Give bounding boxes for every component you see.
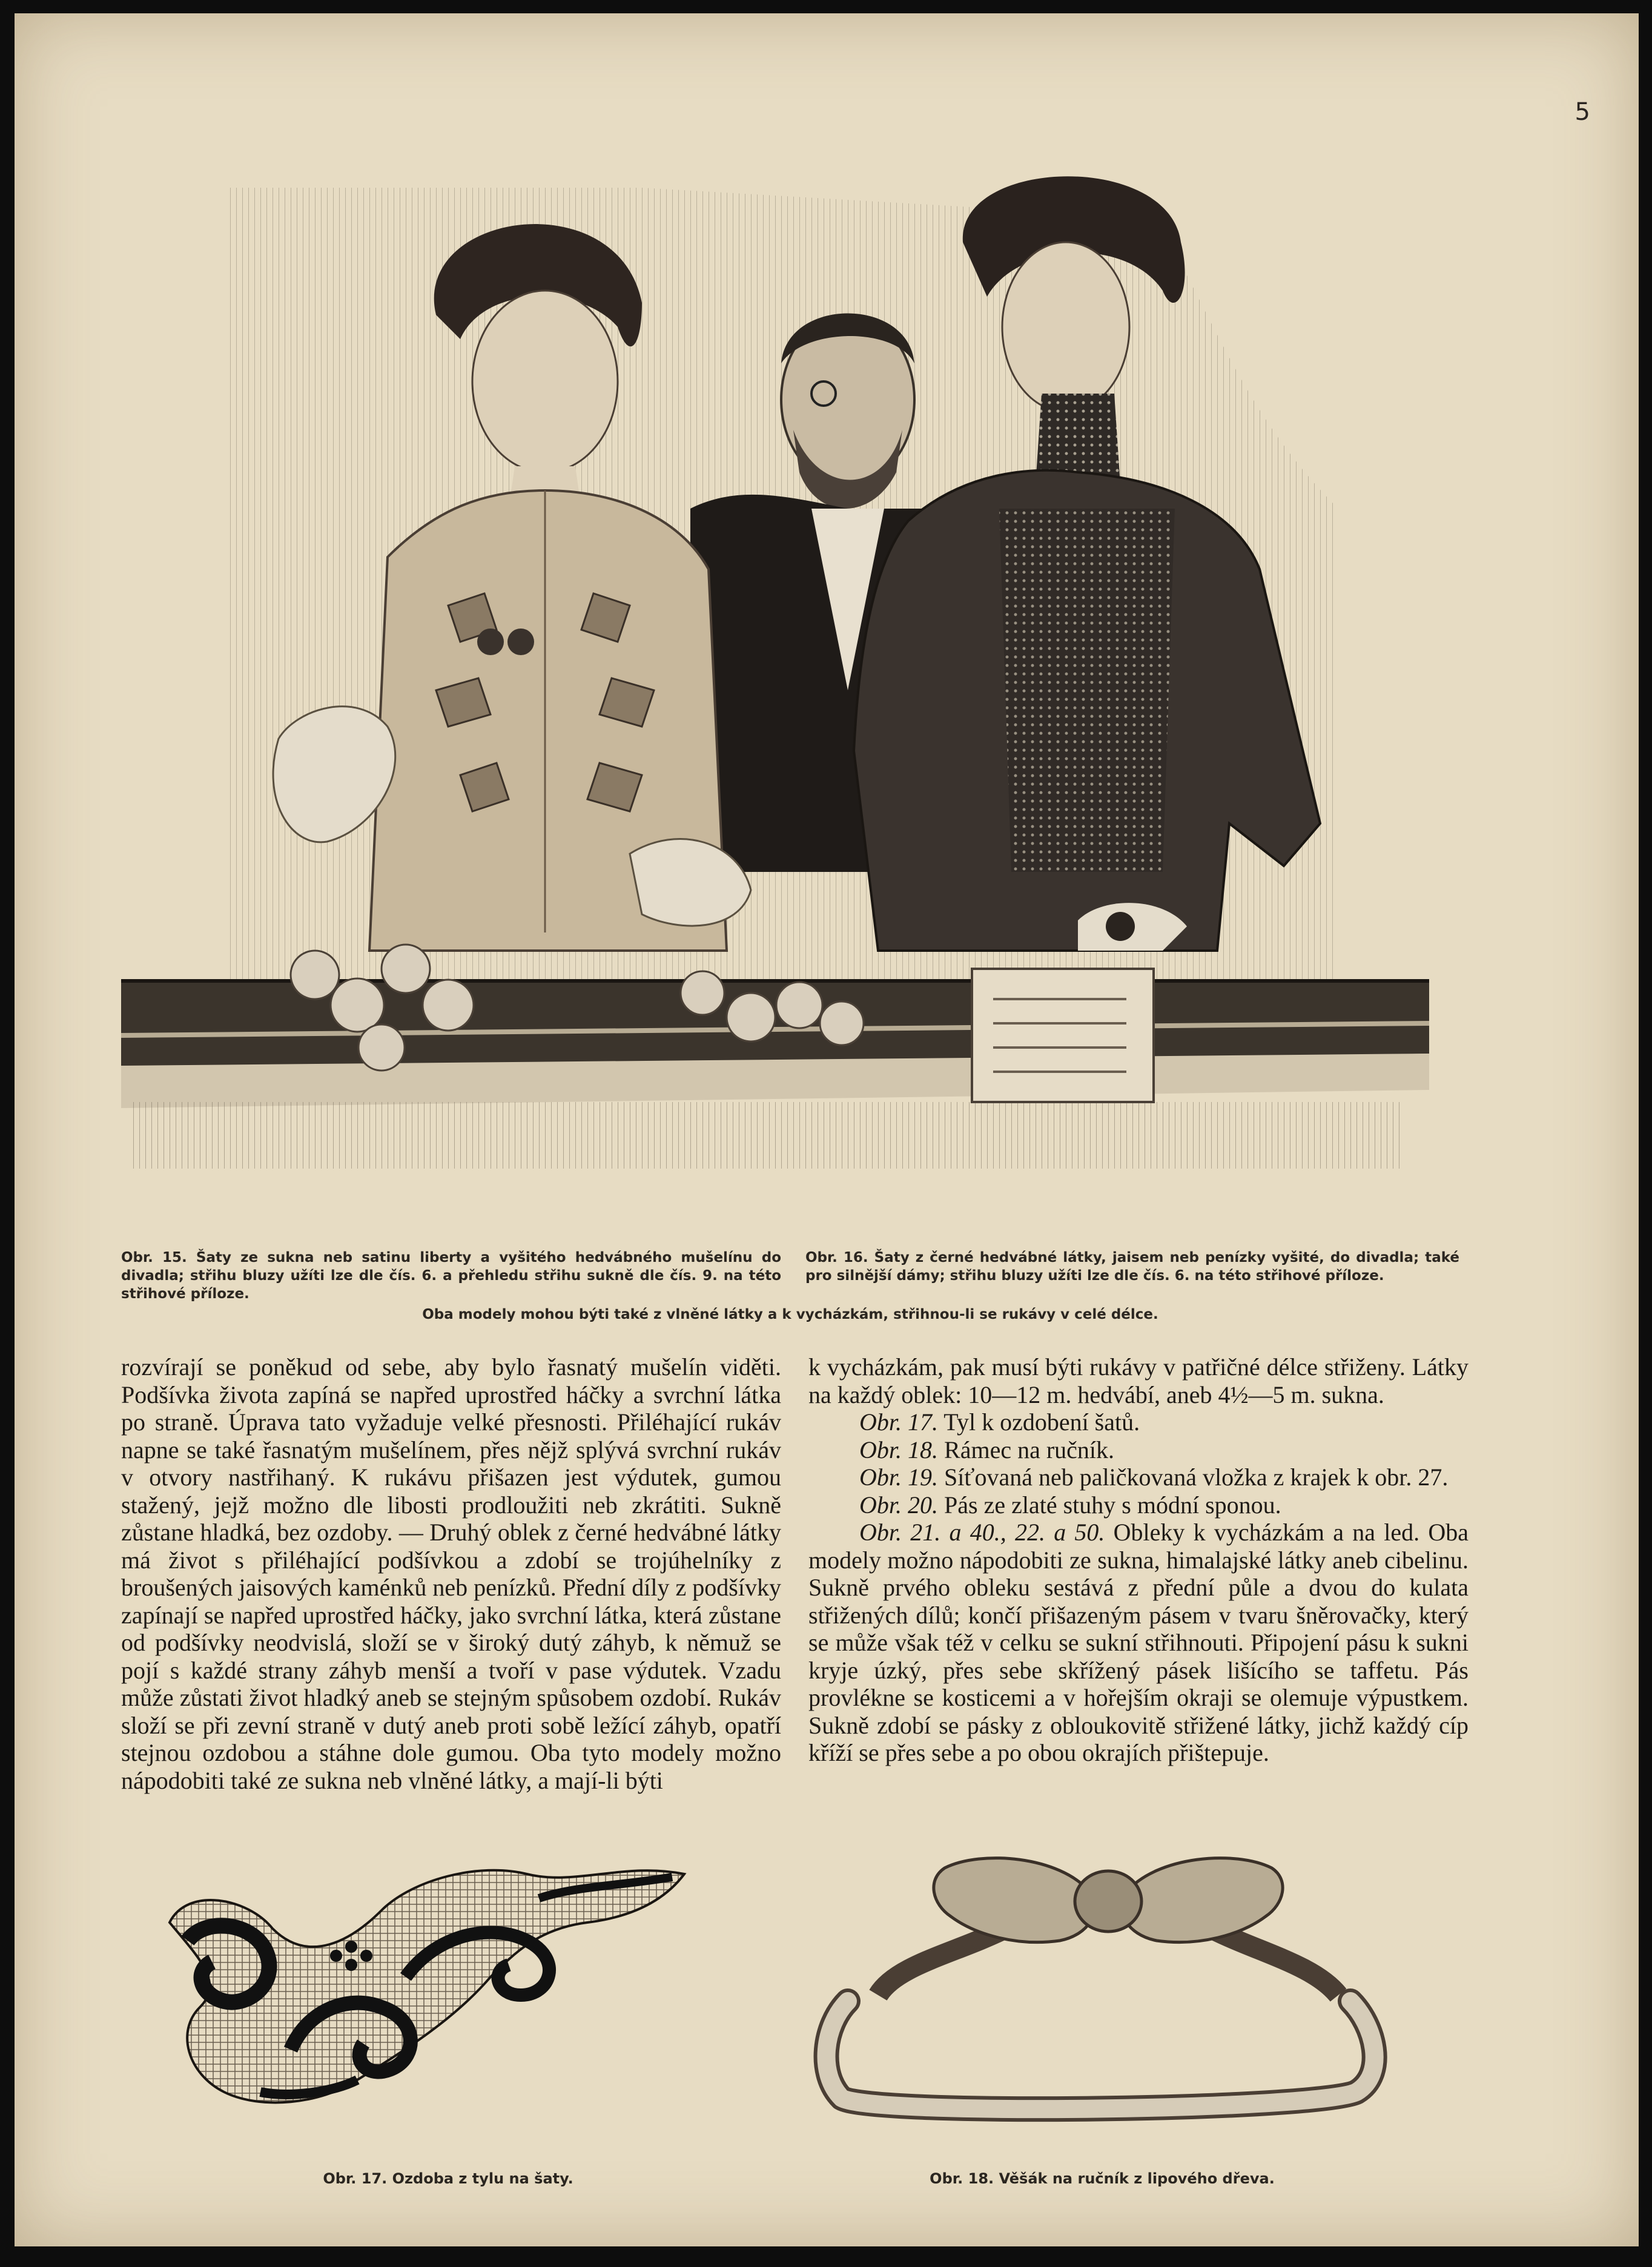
figure-note-text: Rámec na ručník. — [938, 1436, 1115, 1463]
figure-20-note — [808, 1491, 1469, 1519]
figure-ref: Obr. 17. — [859, 1408, 939, 1436]
illustration-theatre-box — [97, 145, 1447, 1175]
figures-common-caption: Oba modely mohou býti také z vlněné látky a k vycházkám, střihnou-li se rukávy v celé délce. — [422, 1307, 1158, 1322]
figure-note-text: Obleky k vycházkám a na led. Oba modely možno nápodobiti ze sukna, himalajské látky aneb cibelinu. Sukně prvého obleku sestává z přední půle a dvou do kulata střižených dílů; končí přišazeným pásem v tvaru šněrovačky, který se může však též v celku se sukní střihnouti. Připojení pásu k sukni kryje úzký, přes sebe skřížený pásek lišícího se taffetu. Pás provlékne se kosticemi a v hořejším okraji se olemuje výpustkem. Sukně zdobí se pásky z obloukovitě střižené látky, jichž každý cíp kříží se přes sebe a po obou okrajích přištepuje. — [808, 1519, 1469, 1766]
text-column-right — [808, 1353, 1469, 1767]
figure-18-caption: Obr. 18. Věšák na ručník z lipového dřeva. — [930, 2170, 1275, 2187]
illustration-towel-rack — [775, 1844, 1441, 2122]
page-number: 5 — [1574, 98, 1590, 126]
figure-ref: Obr. 21. a 40., 22. a 50. — [859, 1519, 1105, 1546]
figure-note-text: Síťovaná neb paličkovaná vložka z krajek k obr. 27. — [938, 1463, 1449, 1491]
figure-16-caption: Obr. 16. Šaty z černé hedvábné látky, jaisem neb penízky vyšité, do divadla; také pro silnější dámy; střihu bluzy užíti lze dle čís. 6. na této střihové příloze. — [805, 1250, 1459, 1284]
text-column-left — [121, 1353, 781, 1794]
figure-note-text: Pás ze zlaté stuhy s módní sponou. — [938, 1491, 1281, 1519]
illustration-tulle-ornament — [151, 1850, 696, 2116]
figure-21-note — [808, 1519, 1469, 1767]
figure-ref: Obr. 19. — [859, 1463, 939, 1491]
figure-18-note — [808, 1436, 1469, 1464]
figure-17-note — [808, 1408, 1469, 1436]
body-paragraph: k vycházkám, pak musí býti rukávy v patřičné délce střiženy. Látky na každý oblek: 10—12 m. hedvábí, aneb 4½—5 m. sukna. — [808, 1353, 1469, 1408]
figure-19-note — [808, 1463, 1469, 1491]
figure-ref: Obr. 18. — [859, 1436, 939, 1463]
theatre-program-card — [972, 969, 1154, 1102]
figure-ref: Obr. 20. — [859, 1491, 939, 1519]
figure-17-caption: Obr. 17. Ozdoba z tylu na šaty. — [323, 2170, 573, 2187]
figure-note-text: Tyl k ozdobení šatů. — [938, 1408, 1140, 1436]
figure-15-caption: Obr. 15. Šaty ze sukna neb satinu liberty a vyšitého hedvábného mušelínu do divadla; střihu bluzy užíti lze dle čís. 6. a přehledu střihu sukně dle čís. 9. na této střihové příloze. — [121, 1250, 781, 1302]
body-paragraph: rozvírají se poněkud od sebe, aby bylo řasnatý mušelín viděti. Podšívka života zapíná se napřed uprostřed háčky a svrchní látka po straně. Úprava tato vyžaduje velké přesnosti. Přiléhající rukáv napne se také řasnatým mušelínem, přes nějž splývá svrchní rukáv v otvory nastřihaný. K rukávu přišazen jest výdutek, gumou stažený, jejž možno dle libosti prodloužiti neb zkrátiti. Sukně zůstane hladká, bez ozdoby. — Druhý oblek z černé hedvábné látky má život s přiléhající podšívkou a zdobí se trojúhelníky z broušených jaisových kaménků neb penízků. Přední díly z podšívky zapínají se napřed uprostřed háčky, jako svrchní látka, která zůstane od podšívky neodvislá, složí se v široký dutý záhyb, k němuž se pojí s každé strany záhyb menší a tvoří v pase výdutek. Vzadu může zůstati život hladký aneb se stejným spůsobem ozdobí. Rukáv složí se při zevní straně v dutý aneb proti sobě ležící záhyb, opatří stejnou ozdobou a stáhne dole gumou. Oba tyto modely možno nápodobiti také ze sukna neb vlněné látky, a mají-li býti — [121, 1353, 781, 1794]
